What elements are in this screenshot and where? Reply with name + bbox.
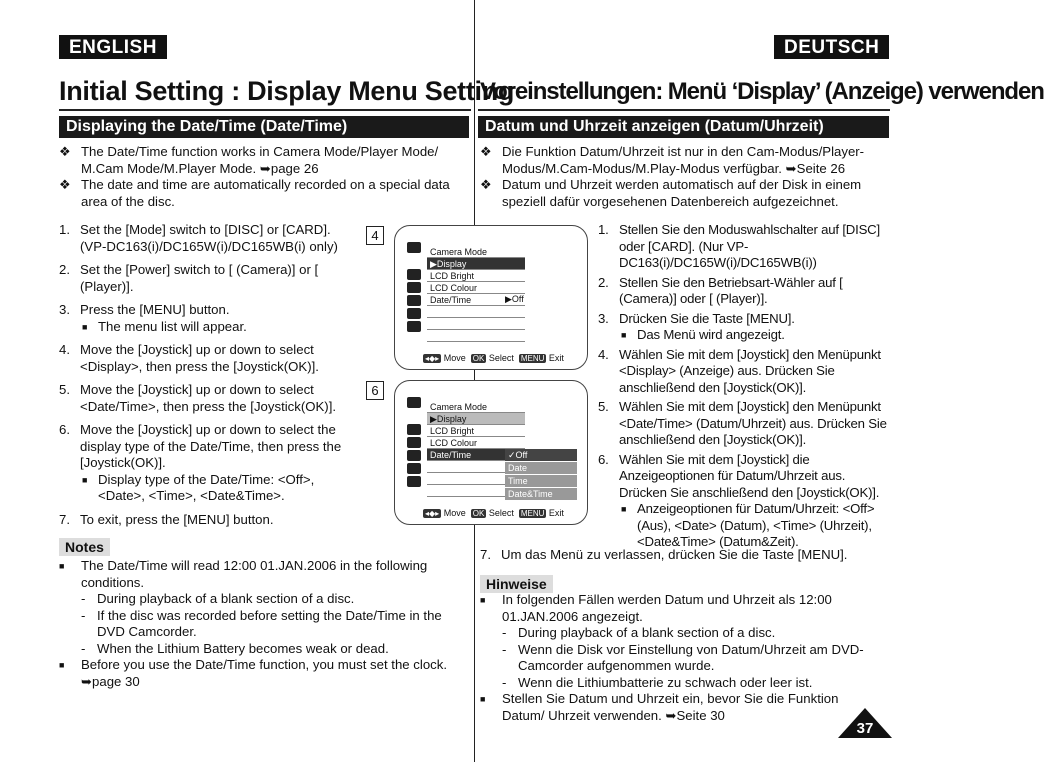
menu-item: LCD Colour [427, 282, 525, 294]
camera-icon [407, 242, 421, 253]
option-item: Date&Time [505, 488, 577, 501]
menu-item: ▶Display [427, 258, 525, 270]
notes-label-de: Hinweise [480, 575, 553, 593]
step-label-6: 6 [366, 381, 384, 400]
note-item: ■ In folgenden Fällen werden Datum und Uhrzeit als 12:00 01.JAN.2006 angezeigt. - During playback of a blank section of a disc. - Wenn die Disk vor Einstellung von Datum/Uhrzeit am DVD-Camcorder aufgenommen wurde. - Wenn die Lithiumbatterie zu schwach oder leer ist. [480, 592, 864, 690]
step-4: 4. Wählen Sie mit dem [Joystick] den Menüpunkt <Display> (Anzeige) aus. Drücken Sie anschließend den [Joystick(OK)]. [598, 346, 881, 395]
notes-label-en: Notes [59, 538, 110, 556]
notes-en [59, 558, 459, 690]
step-1: 1. Set the [Mode] switch to [DISC] or [CARD]. (VP-DC163(i)/DC165W(i)/DC165WB(i) only) [59, 222, 338, 254]
page-title-de: Voreinstellungen: Menü ‘Display’ (Anzeige) verwenden [480, 78, 1044, 105]
menu-item: Camera Mode [427, 246, 525, 258]
intro-bullet: ❖ The date and time are automatically recorded on a special data area of the disc. [59, 177, 450, 209]
german-column [480, 144, 890, 210]
german-steps [598, 222, 890, 551]
menu-item: LCD Bright [427, 425, 525, 437]
menu-item: Date/Time [427, 449, 525, 461]
option-item: Date [505, 462, 577, 475]
option-item: ✓Off [505, 449, 577, 462]
step-3: 3. Press the [MENU] button. ■ The menu list will appear. [59, 302, 247, 334]
lcd-screen-step6 [394, 380, 588, 525]
step-6: 6. Move the [Joystick] up or down to select the display type of the Date/Time, then press the [Joystick(OK)]. ■ Display type of the Date/Time: <Off>, <Date>, <Time>, <Date&Time>. [59, 422, 342, 503]
title-rule-en [59, 109, 471, 111]
step-5: 5. Wählen Sie mit dem [Joystick] den Menüpunkt <Date/Time> (Datum/Uhrzeit) aus. Drücken Sie anschließend den [Joystick(OK)]. [598, 399, 887, 447]
date-time-options [505, 449, 577, 501]
disc-icon [407, 450, 421, 461]
gear-icon [407, 321, 421, 332]
note-item: ■ The Date/Time will read 12:00 01.JAN.2006 in the following conditions. - During playback of a blank section of a disc. - If the disc was recorded before setting the Date/Time in the DVD Camcorder. - When the Lithium Battery becomes weak or dead. [59, 558, 442, 656]
intro-bullet: ❖ Die Funktion Datum/Uhrzeit ist nur in den Cam-Modus/Player-Modus/M.Cam-Modus/M.Play-Modus verfügbar. ➥Seite 26 [480, 144, 865, 176]
lcd-screen-step4 [394, 225, 588, 370]
section-header-de: Datum und Uhrzeit anzeigen (Datum/Uhrzeit) [478, 116, 889, 138]
record-icon [407, 282, 421, 293]
step-label-4: 4 [366, 226, 384, 245]
screen-footer: ◂◆▸ Move OK Select MENU Exit [425, 353, 564, 363]
intro-bullet: ❖ Datum und Uhrzeit werden automatisch auf der Disk in einem speziell dafür vorgesehenen Datenbereich aufgezeichnet. [480, 177, 862, 209]
camera-icon [407, 397, 421, 408]
date-time-value: ▶Off [505, 294, 524, 304]
step-1: 1. Stellen Sie den Moduswahlschalter auf [DISC] oder [CARD]. (Nur VP-DC163(i)/DC165W(i)/DC165WB(i)) [598, 222, 880, 270]
note-item: ■ Stellen Sie Datum und Uhrzeit ein, bevor Sie die Funktion Datum/ Uhrzeit verwenden. ➥Seite 30 [480, 691, 839, 723]
step-5: 5. Move the [Joystick] up or down to select <Date/Time>, then press the [Joystick(OK)]. [59, 382, 337, 414]
tv-icon [407, 308, 421, 319]
step-2: 2. Stellen Sie den Betriebsart-Wähler auf [ (Camera)] oder [ (Player)]. [598, 274, 843, 306]
note-item: ■ Before you use the Date/Time function, you must set the clock. ➥page 30 [59, 657, 448, 689]
tv-icon [407, 463, 421, 474]
section-header-en: Displaying the Date/Time (Date/Time) [59, 116, 469, 138]
menu-item: Camera Mode [427, 401, 525, 413]
settings-icon [407, 269, 421, 280]
notes-de [480, 592, 880, 724]
step-6: 6. Wählen Sie mit dem [Joystick] die Anzeigeoptionen für Datum/Uhrzeit aus. Drücken Sie anschließend den [Joystick(OK)]. ■ Anzeigeoptionen für Datum/Uhrzeit: <Off> (Aus), <Date> (Datum), <Time> (Uhrzeit), <Date&Time> (Datum&Zeit). [598, 451, 880, 549]
step-4: 4. Move the [Joystick] up or down to select <Display>, then press the [Joystick(OK)]. [59, 342, 319, 374]
page-number: 37 [856, 720, 874, 737]
language-tab-deutsch: DEUTSCH [774, 35, 889, 59]
menu-item: Date/Time [427, 294, 525, 306]
option-item: Time [505, 475, 577, 488]
step-7: 7. To exit, press the [MENU] button. [59, 511, 274, 527]
record-icon [407, 437, 421, 448]
screen-footer: ◂◆▸ Move OK Select MENU Exit [425, 508, 564, 518]
page-title-en: Initial Setting : Display Menu Setting [59, 76, 515, 106]
step-2: 2. Set the [Power] switch to [ (Camera)] or [ (Player)]. [59, 262, 319, 294]
title-rule-de [478, 109, 890, 111]
settings-icon [407, 424, 421, 435]
step-3: 3. Drücken Sie die Taste [MENU]. ■ Das Menü wird angezeigt. [598, 310, 795, 342]
english-steps [59, 222, 359, 528]
menu-item: LCD Colour [427, 437, 525, 449]
intro-bullet: ❖ The Date/Time function works in Camera Mode/Player Mode/ M.Cam Mode/M.Player Mode. ➥page 26 [59, 144, 439, 176]
menu-item: LCD Bright [427, 270, 525, 282]
menu-item: ▶Display [427, 413, 525, 425]
language-tab-english: ENGLISH [59, 35, 167, 59]
step-7-de: 7. Um das Menü zu verlassen, drücken Sie die Taste [MENU]. [480, 547, 848, 562]
gear-icon [407, 476, 421, 487]
disc-icon [407, 295, 421, 306]
english-column [59, 144, 459, 210]
